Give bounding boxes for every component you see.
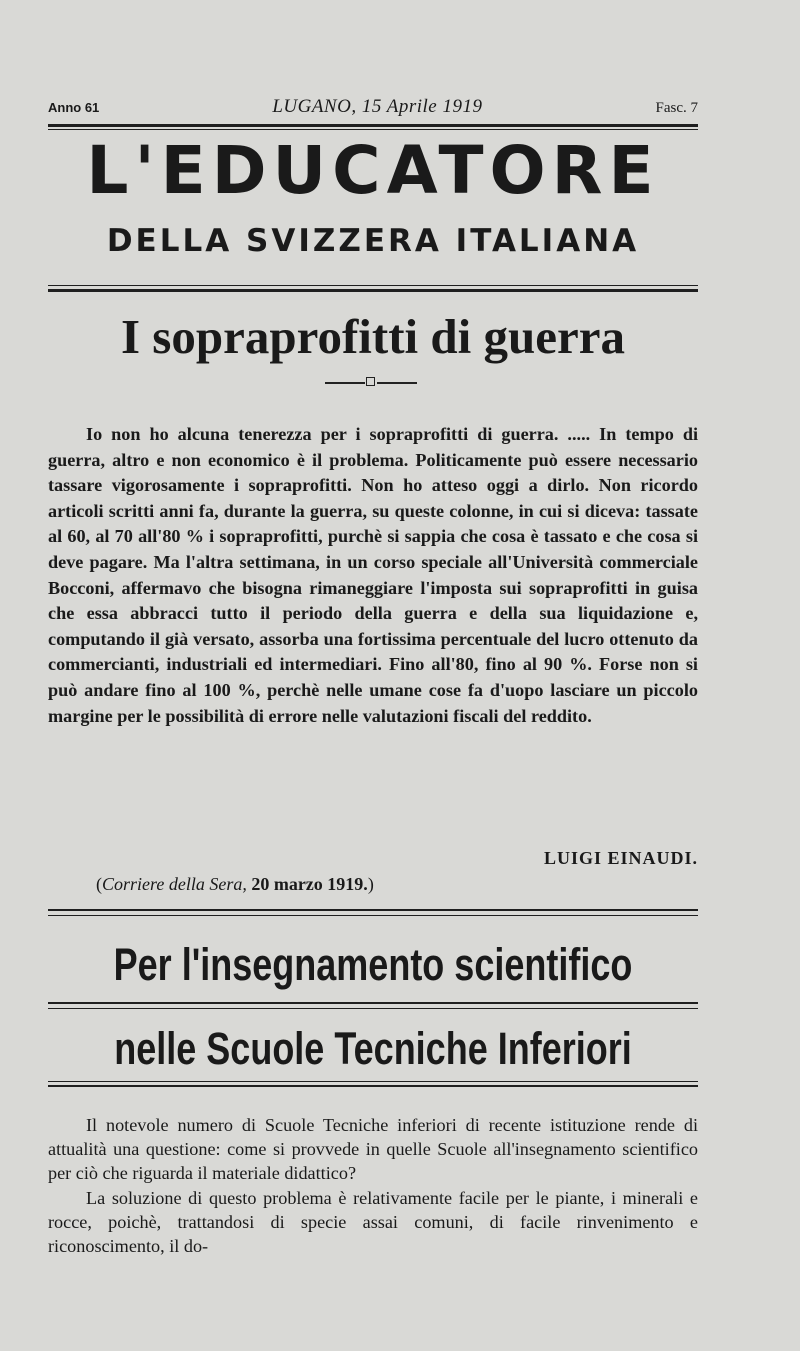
volume-label: Anno 61 (48, 100, 100, 115)
article2-title-line1: Per l'insegnamento scientifico (113, 939, 633, 990)
ornament-square-icon (366, 377, 375, 386)
source-close: ) (367, 874, 374, 894)
masthead-title: L'EDUCATORE (86, 132, 660, 209)
ornament-line-left (325, 382, 365, 384)
masthead-subtitle: DELLA SVIZZERA ITALIANA (106, 223, 640, 259)
fascicle-label: Fasc. 7 (655, 100, 698, 116)
source-open: ( (96, 874, 102, 894)
article-title: I sopraprofitti di guerra (120, 309, 626, 364)
title-separator-rule-thin (48, 1008, 698, 1009)
section-rule-bottom (48, 1085, 698, 1087)
article-source (96, 874, 374, 895)
article2-title-line2: nelle Scuole Tecniche Inferiori (114, 1023, 632, 1074)
article2-body (48, 1113, 698, 1258)
source-date: 20 marzo 1919. (251, 874, 368, 894)
section-rule-top-thin (48, 915, 698, 916)
article2-paragraph: La soluzione di questo problema è relativamente facile per le piante, i minerali e rocce, poichè, trattandosi di specie assai comuni, di facile rinvenimento e riconoscimento, il do- (48, 1187, 698, 1257)
issue-date: LUGANO, 15 Aprile 1919 (272, 96, 483, 117)
article2-paragraph: Il notevole numero di Scuole Tecniche inferiori di recente istituzione rende di attualità una questione: come si provvede in quelle Scuole all'insegnamento scientifico per ciò che riguarda il materiale didattico? (48, 1115, 698, 1184)
header-rule (48, 124, 698, 127)
divider-ornament (325, 376, 417, 388)
masthead-rule (48, 289, 698, 292)
header-rule-thin (48, 129, 698, 130)
title-separator-rule (48, 1002, 698, 1004)
article-body: Io non ho alcuna tenerezza per i sopraprofitti di guerra. ..... In tempo di guerra, altro e non economico è il problema. Politicamente può essere necessario tassare vigorosamente i sopraprofitti. Non ho atteso oggi a dirlo. Non ricordo articoli scritti anni fa, durante la guerra, su queste colonne, in cui si diceva: tassate al 60, al 70 all'80 % i sopraprofitti, purchè si sappia che cosa è tassato e che cosa si deve pagare. Ma l'altra settimana, in un corso speciale all'Università commerciale Bocconi, affermavo che bisogna rimaneggiare l'imposta sui sopraprofitti in guisa che essa abbracci tutto il periodo della guerra e della sua liquidazione e, computando il già versato, assorba una fortissima percentuale del lucro ottenuto da commercianti, industriali ed intermediari. Fino all'80, fino al 90 %. Forse non si può andare fino al 100 %, perchè nelle umane cose fa d'uopo lasciare un piccolo margine per le possibilità di errore nelle valutazioni fiscali del reddito. (48, 424, 698, 726)
article-author: LUIGI EINAUDI. (543, 848, 698, 868)
source-newspaper: Corriere della Sera, (102, 874, 247, 894)
section-rule-top (48, 909, 698, 911)
issue-header (48, 96, 698, 118)
ornament-line-right (377, 382, 417, 384)
masthead-rule-thin (48, 285, 698, 286)
section-rule-bottom-thin (48, 1081, 698, 1082)
